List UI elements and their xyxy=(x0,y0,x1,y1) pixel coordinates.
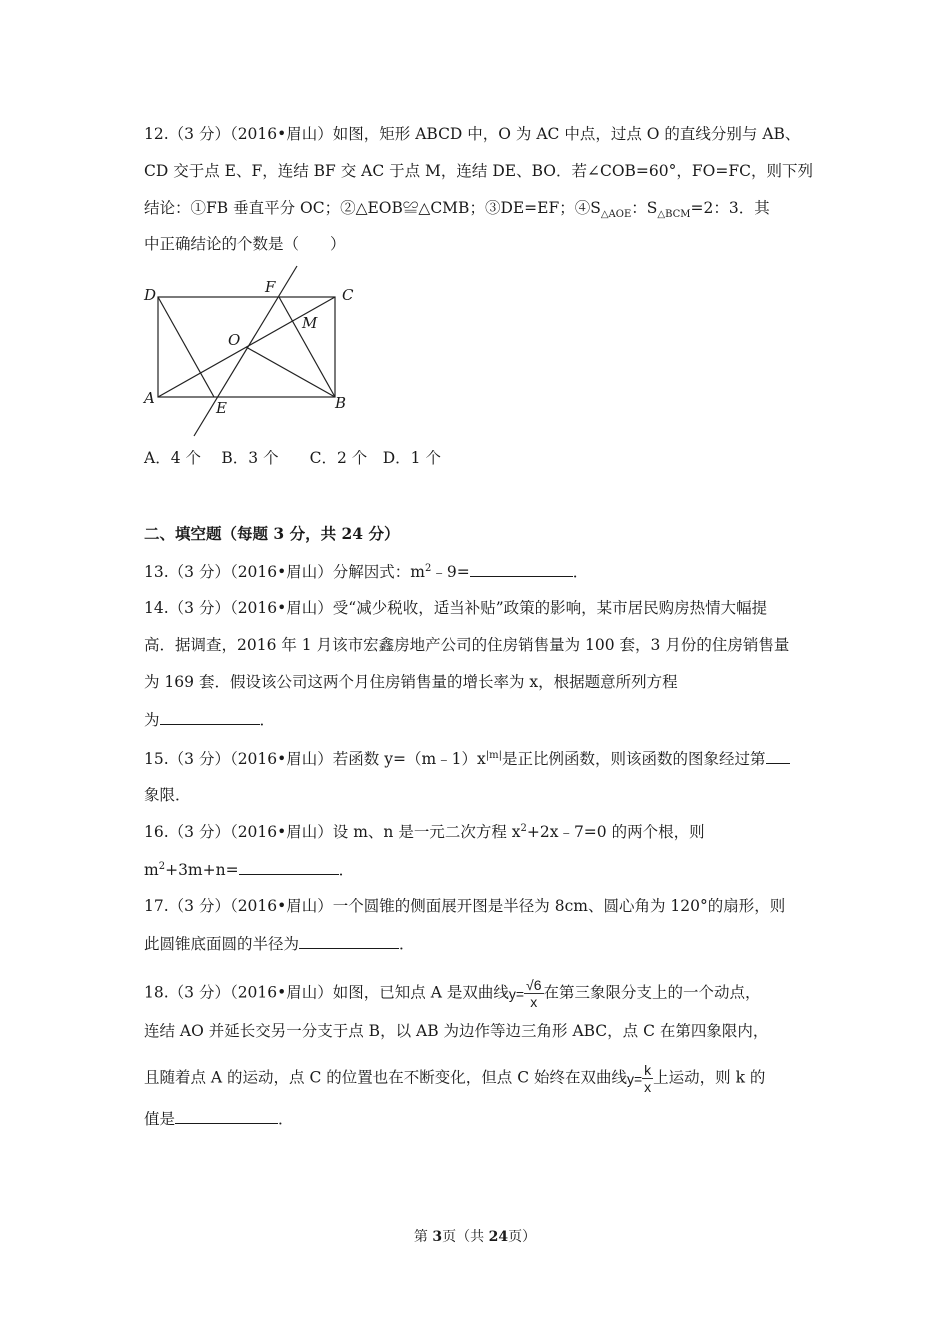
q15-answer-blank[interactable] xyxy=(766,748,790,764)
q12-line2: CD 交于点 E、F，连结 BF 交 AC 于点 M，连结 DE、BO．若∠COB=60°，FO=FC，则下列 xyxy=(144,162,813,180)
q13-text-a: 13.（3 分）（2016•眉山）分解因式：m xyxy=(144,563,425,581)
q12-line1: 12.（3 分）（2016•眉山）如图，矩形 ABCD 中，O 为 AC 中点，过点 O 的直线分别与 AB、 xyxy=(144,125,801,143)
q18-fraction-2 xyxy=(642,1062,653,1095)
q18-frac2-num: k xyxy=(644,1062,652,1078)
q18-fraction-1 xyxy=(524,977,543,1010)
q18-frac1-den: x xyxy=(530,994,538,1010)
q17-line1: 17.（3 分）（2016•眉山）一个圆锥的侧面展开图是半径为 8cm、圆心角为 120°的扇形，则 xyxy=(144,897,786,915)
q16-line2 xyxy=(144,859,354,880)
label-m: M xyxy=(302,314,318,332)
q15-line2: 象限． xyxy=(144,786,191,804)
label-d: D xyxy=(144,286,157,304)
footer-page-number: 3 xyxy=(432,1229,443,1245)
q15-text-a: 15.（3 分）（2016•眉山）若函数 y=（m﹣1）x xyxy=(144,750,486,768)
q12-options: A．4 个 B．3 个 C．2 个 D．1 个 xyxy=(144,449,441,467)
line-ef xyxy=(194,266,297,436)
q16-sup1: 2 xyxy=(520,822,527,834)
q18-line2: 连结 AO 并延长交另一分支于点 B，以 AB 为边作等边三角形 ABC，点 C 在第四象限内， xyxy=(144,1022,769,1040)
segment-bf xyxy=(279,297,335,397)
q13-text-b: ﹣9= xyxy=(431,563,470,581)
q16-line1-b: +2x﹣7=0 的两个根，则 xyxy=(526,823,705,841)
label-o: O xyxy=(228,331,241,349)
q13-sup: 2 xyxy=(424,562,432,574)
q14-answer-blank[interactable] xyxy=(160,709,260,725)
q18-line3 xyxy=(144,1062,765,1095)
q14-line2: 高．据调查，2016 年 1 月该市宏鑫房地产公司的住房销售量为 100 套，3 月份的住房销售量 xyxy=(144,636,790,654)
q18-line4 xyxy=(144,1108,294,1129)
label-c: C xyxy=(342,286,354,304)
q18-line3-b: 上运动，则 k 的 xyxy=(653,1068,766,1087)
q16-answer-blank[interactable] xyxy=(239,859,339,875)
footer-a: 第 xyxy=(413,1229,433,1245)
q14-line3: 为 169 套．假设该公司这两个月住房销售量的增长率为 x，根据题意所列方程 xyxy=(144,673,678,691)
q17-end: ． xyxy=(399,935,415,953)
q14-line1: 14.（3 分）（2016•眉山）受“减少税收，适当补贴”政策的影响，某市居民购房热情大幅提 xyxy=(144,599,768,617)
footer-b: 页（共 xyxy=(442,1229,489,1245)
q13-end: ． xyxy=(572,563,589,581)
q16-end: ． xyxy=(338,861,355,879)
q15-line1 xyxy=(144,748,790,769)
q12-line4: 中正确结论的个数是（ ） xyxy=(144,235,346,253)
q18-line1 xyxy=(144,977,761,1010)
q17-line2-a: 此圆锥底面圆的半径为 xyxy=(144,935,300,953)
label-b: B xyxy=(335,394,347,412)
q18-frac2-den: x xyxy=(644,1079,652,1095)
q18-line3-a: 且随着点 A 的运动，点 C 的位置也在不断变化，但点 C 始终在双曲线 xyxy=(144,1068,627,1087)
q16-line1-a: 16.（3 分）（2016•眉山）设 m、n 是一元二次方程 x xyxy=(144,823,521,841)
q15-sup: |m| xyxy=(485,749,502,761)
q18-line4-a: 值是 xyxy=(144,1110,176,1128)
q12-line3-b: ：S xyxy=(631,199,658,217)
q14-line4-a: 为 xyxy=(144,711,160,729)
label-a: A xyxy=(144,389,155,407)
q16-line1 xyxy=(144,822,705,842)
q12-line3-c: =2：3．其 xyxy=(690,199,770,217)
page-footer xyxy=(0,1226,950,1246)
label-e: E xyxy=(216,399,227,417)
q15-text-b: 是正比例函数，则该函数的图象经过第 xyxy=(502,750,766,768)
q17-answer-blank[interactable] xyxy=(299,933,399,949)
footer-c: 页） xyxy=(508,1229,537,1245)
q18-line1-b: 在第三象限分支上的一个动点， xyxy=(543,983,761,1002)
q16-sup2: 2 xyxy=(158,860,166,872)
q13-line xyxy=(144,561,588,582)
section-title: 二、填空题（每题 3 分，共 24 分） xyxy=(144,524,400,543)
q18-frac2-lead: y= xyxy=(626,1070,643,1087)
q18-end: ． xyxy=(278,1110,294,1128)
q14-end: ． xyxy=(259,711,276,729)
footer-total-pages: 24 xyxy=(488,1229,509,1245)
q18-frac1-lead: y= xyxy=(508,985,525,1002)
label-f: F xyxy=(265,278,276,296)
q17-line2 xyxy=(144,933,415,954)
q16-line2-b: +3m+n= xyxy=(165,861,239,879)
q18-answer-blank[interactable] xyxy=(175,1108,278,1124)
q13-answer-blank[interactable] xyxy=(470,561,573,577)
q12-sub-bcm: △BCM xyxy=(657,209,691,221)
q12-line3-a: 结论：①FB 垂直平分 OC；②△EOB≌△CMB；③DE=EF；④S xyxy=(144,199,601,217)
q18-frac1-num: √6 xyxy=(526,977,542,993)
rectangle-figure xyxy=(140,260,370,440)
q12-sub-aoe: △AOE xyxy=(600,209,632,221)
segment-de xyxy=(158,297,214,397)
q16-line2-a: m xyxy=(144,861,159,879)
q18-line1-a: 18.（3 分）（2016•眉山）如图，已知点 A 是双曲线 xyxy=(144,983,509,1002)
q14-line4 xyxy=(144,709,275,730)
q12-line3 xyxy=(144,198,770,221)
